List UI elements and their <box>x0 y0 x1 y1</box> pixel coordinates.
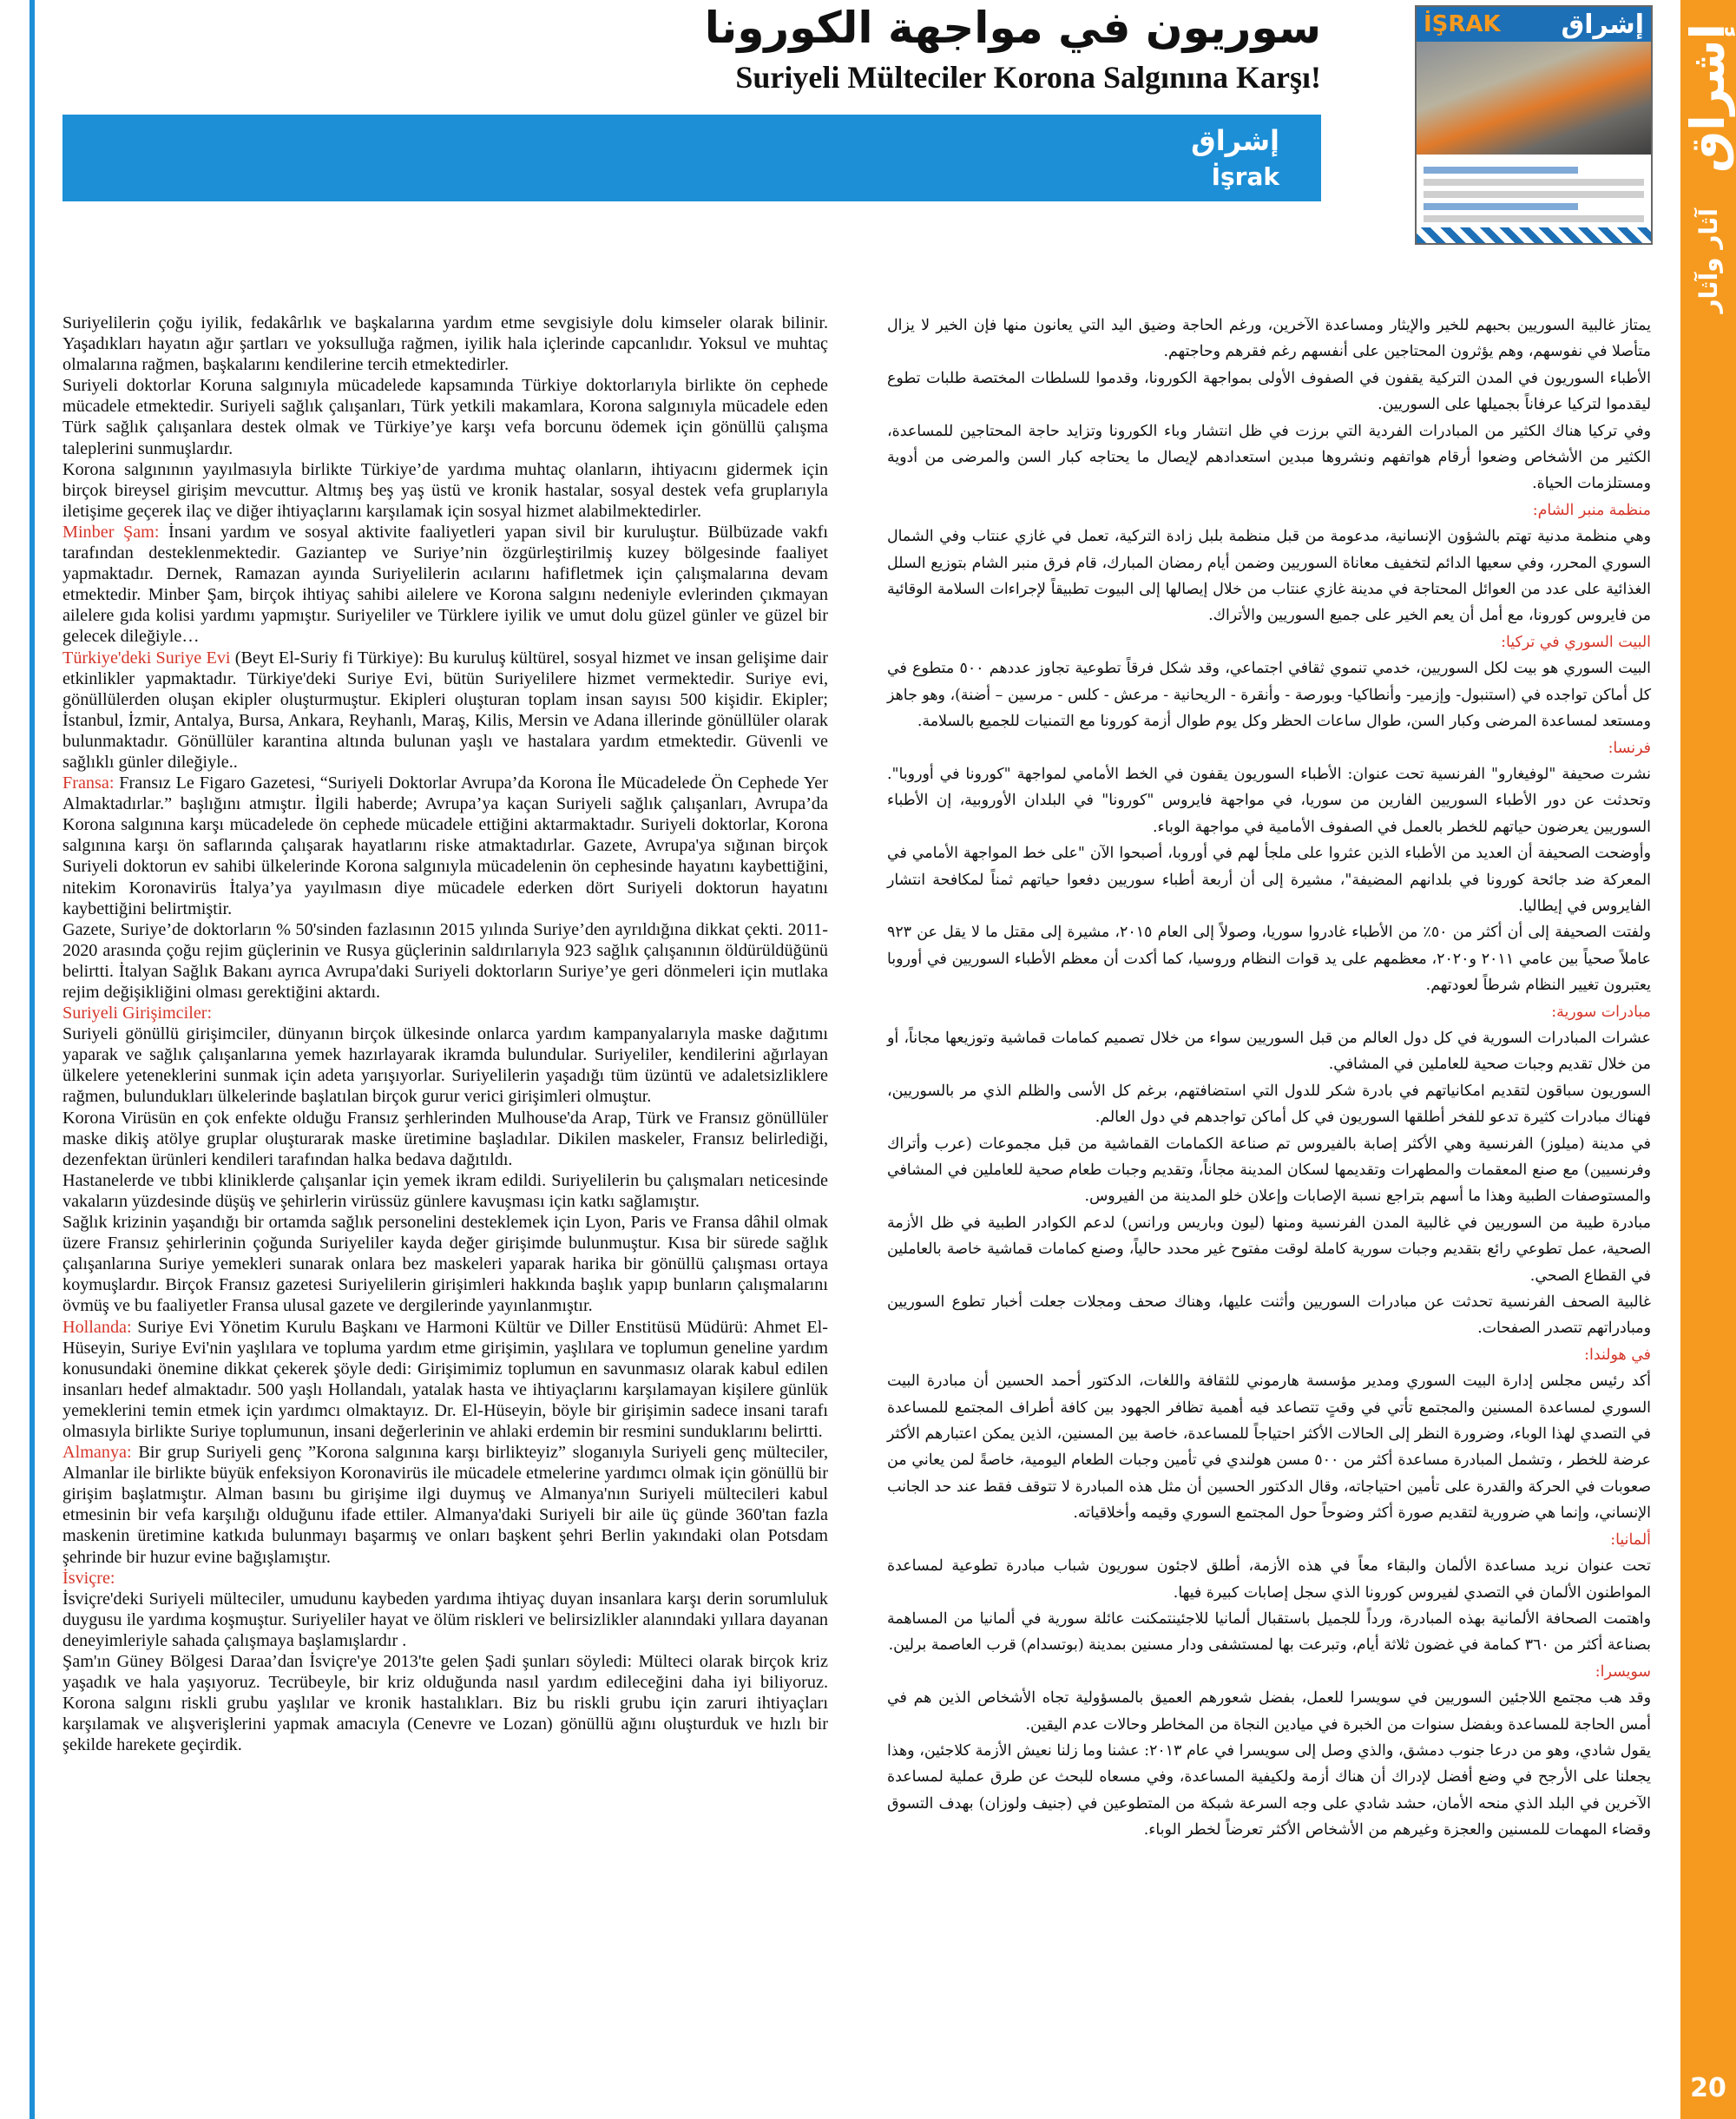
paragraph-text: Gazete, Suriye’de doktorların % 50'sinden fazlasının 2015 yılında Suriye’den ayrıldığına dikkat çekti. 2011-2020 arasında çoğu rejim güçlerinin ve Rusya güçlerinin saldırılarıyla 923 sağlık çalışanının öldürüldüğünü belirtti. İtalyan Sağlık Bakanı ayrıca Avrupa'daki Suriyeli doktorların Suriye’ye geri dönmeleri için mutlaka rejim değişikliğini olması gerektiğini aktardı. <box>62 919 828 1002</box>
paragraph-text: Fransız Le Figaro Gazetesi, “Suriyeli Doktorlar Avrupa’da Korona İle Mücadelede Ön Cephede Yer Almaktadırlar.” başlığını atmıştır. İlgili haberde; Avrupa’ya kaçan Suriyeli sağlık çalışanları, Avrupa’da Korona salgınına karşı mücadelede ön cephede mücadele ettiğini aktarmaktadır. Suriyeli doktorlar, Korona salgınına karşı ön saflarında çalışarak hayatlarını riske atmaktadırlar. Gazete, Avrupa'ya sığınan birçok Suriyeli doktorun ev sahibi ülkelerinde Korona salgınıyla mücadelenin ön cephesinde hayatını kaybettiğini, nitekim Koronavirüs İtalya’ya yayılmasın diye mücadele ederken dört Suriyeli doktorun hayatını kaybettiğini belirtmiştir. <box>62 773 828 918</box>
arabic-article-column <box>887 313 1651 1844</box>
article-paragraph <box>887 523 1651 629</box>
paragraph-text: Suriyelilerin çoğu iyilik, fedakârlık ve başkalarına yardım etme sevgisiyle dolu kimseler olarak bilinir. Yaşadıkları hayatın ağır şartları ve yoksulluğa rağmen, iyilik hala içlerinde capcanlıdır. Yoksul ve muhtaç olmalarına rağmen, başkalarını kendilerine tercih etmektedirler. <box>62 313 828 375</box>
left-accent-bar <box>30 0 35 2119</box>
cover-mast-arabic: إشراق <box>1561 9 1644 40</box>
article-paragraph <box>887 1606 1651 1659</box>
article-paragraph <box>887 1210 1651 1289</box>
article-paragraph <box>62 375 828 458</box>
article-paragraph <box>887 735 1651 761</box>
cover-photo <box>1417 42 1651 155</box>
paragraph-text: وهي منظمة مدنية تهتم بالشؤون الإنسانية، مدعومة من قبل منظمة بلبل زادة التركية، تعمل في غازي عنتاب وفي الشمال السوري المحرر، وفي سعيها الدائم لتخفيف معاناة السوريين وضمن أيام رمضان المبارك، قام فرق منبر الشام بتوزيع السلل الغذائية على عدد من العوائل المحتاجة في مدينة غازي عنتاب من خلال إيصالها إلى البيوت تطبيقاً لإجراءات السلامة الوقائية من فايروس كورونا، مع أمل أن يعم الخير على جميع السوريين والأتراك. <box>887 528 1651 625</box>
article-paragraph <box>887 1685 1651 1738</box>
article-paragraph <box>62 648 828 773</box>
paragraph-text: Sağlık krizinin yaşandığı bir ortamda sağlık personelini desteklemek için Lyon, Paris ve Fransa dâhil olmak üzere Fransız şehirlerinin çoğunda Suriyeliler kayda değer girişimde bulunmuştur. Kısa bir sürede sağlık çalışanlarına Suriye yemekleri sunarak onlara bez maskeleri yaparak harika bir gönüllü çalışması ortaya koymuşlardır. Birçok Fransız gazetesi Suriyelilerin girişimleri hakkında başlık yapıp bunların çalışmalarını övmüş ve bu faaliyetler Fransa ulusal gazete ve dergilerinde yayınlanmıştır. <box>62 1213 828 1316</box>
paragraph-text: Hastanelerde ve tıbbi kliniklerde çalışanlar için yemek ikram edildi. Suriyelilerin bu çalışmaları neticesinde vakaların yüzdesinde düşüş ve şehirlerin virüssüz günlere kavuşması için katkı sağlamıştır. <box>62 1170 828 1211</box>
paragraph-text: البيت السوري هو بيت لكل السوريين، خدمي تنموي ثقافي اجتماعي، وقد شكل فرقاً تطوعية تجاوز عددهم ٥٠٠ متطوع في كل أماكن تواجده في (استنبول- وإزمير- وأنطاكيا- وبورصة - وأنقرة - الريحانية - مرعش - كلس - مرسين – أضنة)، وهو جاهز ومستعد لمساعدة المرضى وكبار السن، طوال ساعات الحظر وكل يوم طوال أزمة كورونا مع التمنيات للجميع بالسلامة. <box>887 660 1651 731</box>
paragraph-text: عشرات المبادرات السورية في كل دول العالم من قبل السوريين سواء من خلال تصميم كمامات قماشية وتوزيعها مجاناً، أو من خلال تقديم وجبات صحية للعاملين في المشافي. <box>887 1029 1651 1074</box>
author-turkish: İşrak <box>1211 162 1279 191</box>
paragraph-text: في مدينة (ميلوز) الفرنسية وهي الأكثر إصابة بالفيروس تم صناعة الكمامات القماشية من قبل مجموعات (عرب وأتراك وفرنسيين) مع صنع المعقمات والمطهرات وتقديمها لسكان المدينة مجاناً، وتقديم وجبات طعام صحية للعاملين في المشافي والمستوصفات الطبية وهذا ما أسهم بتراجع نسبة الإصابات وإعلان خلو المدينة من الفيروس. <box>887 1135 1651 1206</box>
article-paragraph <box>62 1568 828 1589</box>
paragraph-heading: سويسرا: <box>1595 1662 1651 1681</box>
paragraph-heading: فرنسا: <box>1608 739 1651 757</box>
article-paragraph <box>887 655 1651 734</box>
paragraph-text: Suriye Evi Yönetim Kurulu Başkanı ve Harmoni Kültür ve Diller Enstitüsü Müdürü: Ahmet El-Hüseyin, Suriye Evi'nin yaşlılara ve topluma yardım etme girişimin, yaşlılara ve toplumun geneline yardım konusundaki önemine dikkat çekerek şöyle dedi: Girişimimiz toplumun en savunmasız olarak kabul edilen insanları hedef almaktadır. 500 yaşlı Hollandalı, yatalak hasta ve ihtiyaçlarını karşılamayan kişilere günlük yemeklerini temin etmek için yardımcı olmaktayız. Dr. El-Hüseyin, böyle bir girişimin sadece insani tarafı olmasıyla birlikte Suriye toplumunun, insani değerlerinin ve ahlaki erdemin bir resmini sunduklarını belirtti. <box>62 1317 828 1441</box>
paragraph-text: وقد هب مجتمع اللاجئين السوريين في سويسرا للعمل، بفضل شعورهم العميق بالمسؤولية تجاه الأشخاص الذين هم في أمس الحاجة للمساعدة وبفضل سنوات من الخبرة في ميادين النجاة من المخاطر وحالات عدم اليقين. <box>887 1689 1651 1734</box>
paragraph-text: وأوضحت الصحيفة أن العديد من الأطباء الذين عثروا على ملجأ لهم في أوروبا، أصبحوا الآن "على خط المواجهة الأمامي في المعركة ضد جائحة كورونا في بلدانهم المضيفة"، مشيرة إلى أن أربعة أطباء سوريين دفعوا حياتهم ثمناً لمكافحة انتشار الفايروس في إيطاليا. <box>887 845 1651 915</box>
article-paragraph <box>887 1025 1651 1078</box>
paragraph-text: تحت عنوان نريد مساعدة الألمان والبقاء معاً في هذه الأزمة، أطلق لاجئون سوريون شباب مبادرة تطوعية لمساعدة المواطنون الألمان في التصدي لفيروس كورونا الذي سجل إصابات كبيرة فيها. <box>887 1557 1651 1602</box>
section-label-text: آثار وآثار <box>1693 207 1723 313</box>
article-paragraph <box>887 919 1651 998</box>
paragraph-text: Şam'ın Güney Bölgesi Daraa’dan İsviçre'ye 2013'te gelen Şadi şunları söyledi: Mülteci olarak birçok kriz yaşadık ve hala yaşıyoruz. Tecrübeyle, bir kriz olduğunda nasıl yardım edileceğini daha iyi biliyoruz. Korona salgını riskli grubu yaşlılar ve kronik hastalıkları. Biz bu riskli grubu için zaruri ihtiyaçları karşılamak ve alışverişlerini yapmak amacıyla (Cenevre ve Lozan) gönüllü ağını oluşturduk ve hızlı bir şekilde harekete geçirdik. <box>62 1652 828 1755</box>
author-banner <box>62 115 1321 201</box>
paragraph-text: Suriyeli gönüllü girişimciler, dünyanın birçok ülkesinde onlarca yardım kampanyalarıyla maske dağıtımı yaparak ve sağlık çalışanlarına yemek hazırlayarak ikramda bulundular. Suriyeliler, kendilerini ağırlayan ülkelere yeteneklerini sunmak için adeta yarışıyorlar. Suriyelilerin yaşadığı tüm üzüntü ve adaletsizliklere rağmen, bulundukları ülkelerinde başlatılan birçok gurur verici girişimleri olmuştur. <box>62 1024 828 1107</box>
article-paragraph <box>887 761 1651 840</box>
article-paragraph <box>887 1659 1651 1685</box>
paragraph-text: يقول شادي، وهو من درعا جنوب دمشق، والذي وصل إلى سويسرا في عام ٢٠١٣: عشنا وما زلنا نعيش الأزمة كلاجئين، وهذا يجعلنا على الأرجح في وضع أفضل لإدراك أن هناك أزمة ولكيفية المساعدة، وفي مسعاه للبحث عن طرق عملية لمساعدة الآخرين في البلد الذي منحه الأمان، حشد شادي على وجه السرعة شبكة من المتطوعين في (جنيف ولوزان) بهدف التسوق وقضاء المهمات للمسنين والعجزة وغيرهم من الأشخاص الأكثر تعرضاً لخطر الوباء. <box>887 1741 1651 1839</box>
paragraph-text: ولفتت الصحيفة إلى أن أكثر من ٥٠٪ من الأطباء غادروا سوريا، وصولاً إلى العام ٢٠١٥، مشيرة إلى مقتل ما لا يقل عن ٩٢٣ عاملاً صحياً بين عامي ٢٠١١ و٢٠٢٠، معظمهم على يد قوات النظام وروسيا، كما أكدت أن معظم الأطباء السوريين في أوروبا يعتبرون تغيير النظام شرطاً لعودتهم. <box>887 924 1652 995</box>
paragraph-text: Bir grup Suriyeli genç ”Korona salgınına karşı birlikteyiz” sloganıyla Suriyeli genç mülteciler, Almanlar ile birlikte büyük enfeksiyon Koronavirüs ile mücadele etmelerine yardımcı olmak için gönüllü bir girişim başlatmıştır. Alman basını bu girişime ilgi duymuş ve Almanya'nın Suriyeli mültecileri kabul etmesinin bir vefa karşılığı olduğunu ifade ettiler. Almanya'daki Suriyeli bir aile üç günde 360'tan fazla maskenin üretimine katkıda bulunmayı başarmış ve onları başkent şehri Berlin yakındaki olan Potsdam şehrinde bir huzur evine bağışlamıştır. <box>62 1443 828 1567</box>
article-paragraph <box>62 1170 828 1212</box>
magazine-cover-thumbnail <box>1415 5 1653 245</box>
paragraph-text: Korona salgınının yayılmasıyla birlikte Türkiye’de yardıma muhtaç olanların, ihtiyacını gidermek için birçok bireysel girişim mevcuttur. Altmış beş yaş üstü ve kronik hastalar, sosyal destek vefa gruplarıyla iletişime geçerek ilaç ve diğer ihtiyaçlarını karşılamak için sosyal hizmet alabilmektedirler. <box>62 459 828 521</box>
article-title-arabic: سوريون في مواجهة الكورونا <box>704 3 1321 53</box>
paragraph-text: وفي تركيا هناك الكثير من المبادرات الفردية التي برزت في ظل انتشار وباء الكورونا وتزايد حاجة المحتاجين للمساعدة، الكثير من الأشخاص وضعوا أرقام هواتفهم ونشروها مبدين استعدادهم لإيصال ما يحتاجه كبار السن والمرضى من أدوية ومستلزمات الحياة. <box>887 422 1651 493</box>
article-paragraph <box>62 1442 828 1568</box>
article-paragraph <box>887 1527 1651 1553</box>
article-paragraph <box>62 919 828 1003</box>
paragraph-text: الأطباء السوريون في المدن التركية يقفون في الصفوف الأولى بمواجهة الكورونا، وقدموا للسلطات المختصة طلبات تطوع ليقدموا لتركيا عرفاناً بجميلها على السوريين. <box>887 369 1651 414</box>
article-paragraph <box>62 459 828 522</box>
article-paragraph <box>887 999 1651 1025</box>
paragraph-heading: مبادرات سورية: <box>1551 1003 1651 1021</box>
paragraph-text: Suriyeli doktorlar Koruna salgınıyla mücadelede kapsamında Türkiye doktorlarıyla birlikte ön cephede mücadele etmektedir. Suriyeli sağlık çalışanları, Türk yetkili makamlara, Korona salgınıyla mücadele eden Türk sağlık çalışanlara destek olmak ve Türkiye’ye karşı vefa borcunu ödemek için gönüllü çalışma taleplerini sunmuşlardır. <box>62 376 828 458</box>
article-paragraph <box>887 1131 1651 1210</box>
paragraph-text: يمتاز غالبية السوريين بحبهم للخير والإيثار ومساعدة الآخرين، ورغم الحاجة وضيق اليد التي يعانون منها فإن الخير لا يزال متأصلا في نفوسهم، وهم يؤثرون المحتاجين على أنفسهم رغم فقرهم وحاجتهم. <box>887 317 1651 361</box>
side-logo-text: إشراق <box>1680 23 1735 173</box>
article-paragraph <box>887 1368 1651 1526</box>
paragraph-heading: İsviçre: <box>62 1568 115 1588</box>
article-paragraph <box>62 1108 828 1170</box>
paragraph-text: أكد رئيس مجلس إدارة البيت السوري ومدير مؤسسة هارموني للثقافة واللغات، الدكتور أحمد الحسين أن مبادرة البيت السوري لمساعدة المسنين والمجتمع تأتي في وقتٍ تتصاعد فيه أهمية تظافر الجهود بين كافة أطراف المجتمع للمساعدة في التصدي لهذا الوباء، وضرورة النظر إلى الحالات الأكثر احتياجاً للمساعدة، خاصة بين المسنين، الذين يمكن اعتبارهم الأكثر عرضة للخطر ، وتشمل المبادرة مساعدة أكثر من ٥٠٠ مسن هولندي في تأمين وجبات الطعام اليومية، خاصةً لمن يعاني من صعوبات في الحركة والقدرة على تأمين احتياجاته، وقال الدكتور الحسين أن مثل هذه المبادرة لا تتوقف فقط عند حد الجانب الإنساني، وإنما هي ضرورية لتقديم صورة أكثر وضوحاً حول المجتمع السوري وقيمه وأخلاقياته. <box>887 1372 1651 1523</box>
paragraph-heading: Türkiye'deki Suriye Evi <box>62 648 231 668</box>
article-title-turkish: Suriyeli Mülteciler Korona Salgınına Karşı! <box>735 60 1321 95</box>
turkish-article-column <box>62 313 828 1755</box>
article-paragraph <box>62 773 828 919</box>
article-paragraph <box>887 313 1651 365</box>
author-arabic: إشراق <box>1191 124 1279 157</box>
section-label <box>1680 195 1736 326</box>
article-paragraph <box>887 840 1651 919</box>
article-paragraph <box>62 1023 828 1107</box>
paragraph-text: غالبية الصحف الفرنسية تحدثت عن مبادرات السوريين وأثنت عليها، وهناك صحف ومجلات جعلت أخبار تطوع السوريين ومبادراتهم تتصدر الصفحات. <box>887 1293 1651 1338</box>
article-paragraph <box>887 1553 1651 1606</box>
paragraph-heading: Suriyeli Girişimciler: <box>62 1004 213 1023</box>
paragraph-text: واهتمت الصحافة الألمانية بهذه المبادرة، ورداً للجميل باستقبال ألمانيا للاجئينتمكنت عائلة سورية في ألمانيا من المساهمة بصناعة أكثر من ٣٦٠ كمامة في غضون ثلاثة أيام، وتبرعت بها لمستشفى ودار مسنين بمدينة (بوتسدام) قرب العاصمة برلين. <box>887 1609 1651 1655</box>
paragraph-heading: Almanya: <box>62 1443 132 1463</box>
magazine-side-logo <box>1680 0 1736 195</box>
article-paragraph <box>887 1342 1651 1368</box>
article-paragraph <box>887 1738 1651 1844</box>
article-paragraph <box>62 522 828 648</box>
article-paragraph <box>62 1589 828 1651</box>
article-paragraph <box>887 418 1651 497</box>
article-paragraph <box>887 1078 1651 1131</box>
paragraph-heading: منظمة منبر الشام: <box>1532 501 1651 519</box>
paragraph-text: مبادرة طيبة من السوريين في غالبية المدن الفرنسية ومنها (ليون وباريس ورانس) لدعم الكوادر الطبية في ظل الأزمة الصحية، عمل تطوعي رائع بتقديم وجبات سورية كاملة لوقت مفتوح غير محدد حالياً، وصنع كمامات قماشية خاصة بالعاملين في القطاع الصحي. <box>887 1214 1651 1285</box>
article-paragraph <box>62 1651 828 1755</box>
paragraph-text: İnsani yardım ve sosyal aktivite faaliyetleri yapan sivil bir kuruluştur. Bülbüzade vakfı tarafından desteklenmektedir. Gaziantep ve Suriye’nin özgürleştirilmiş kuzey bölgesinde faaliyet yapmaktadır. Dernek, Ramazan ayında Suriyelilerin acılarını hafifletmek için çalışmalarına devam etmektedir. Minber Şam, birçok ihtiyaç sahibi ailelere ve Korona salgını nedeniyle evlerinden çıkmayan ailelere gıda kolisi yardımı yapmıştır. Suriyeliler ve Türklere iyilik ve umut dolu güzel günler ve güzel bir gelecek dileğiyle… <box>62 522 828 647</box>
article-paragraph <box>62 1003 828 1023</box>
cover-masthead <box>1417 7 1651 42</box>
paragraph-text: İsviçre'deki Suriyeli mülteciler, umudunu kaybeden yardıma ihtiyaç duyan insanlara karşı derin sorumluluk duygusu ile yardıma koşmuştur. Suriyeliler hayat ve ölüm riskleri ve belirsizlikler alanındaki yıllara dayanan deneyimleriyle sahada çalışmaya başlamışlardır . <box>62 1589 828 1650</box>
article-paragraph <box>887 1289 1651 1342</box>
paragraph-heading: ألمانيا: <box>1610 1530 1651 1549</box>
article-paragraph <box>887 365 1651 418</box>
paragraph-heading: Hollanda: <box>62 1317 132 1337</box>
paragraph-heading: Minber Şam: <box>62 522 160 542</box>
article-paragraph <box>62 1317 828 1443</box>
paragraph-text: السوريون سباقون لتقديم امكانياتهم في بادرة شكر للدول التي استضافتهم، برغم كل الأسى والظلم الذي مر بالسوريين، فهناك مبادرات كثيرة تدعو للفخر أطلقها السوريون في كل أماكن تواجدهم في دول العالم. <box>887 1082 1651 1127</box>
article-paragraph <box>62 313 828 375</box>
page-number: 20 <box>1690 2073 1726 2103</box>
cover-hatch-stripe <box>1417 227 1651 243</box>
paragraph-heading: Fransa: <box>62 773 115 793</box>
paragraph-heading: في هولندا: <box>1584 1346 1651 1364</box>
cover-mast-latin: İŞRAK <box>1424 11 1501 37</box>
paragraph-text: نشرت صحيفة "لوفيغارو" الفرنسية تحت عنوان: الأطباء السوريون يقفون في الخط الأمامي لمواجهة "كورونا في أوروبا". وتحدثت عن دور الأطباء السوريين الفارين من سوريا، في مواجهة فايروس "كورونا" في البلدان الأوروبية، إن الأطباء السوريين يعرضون حياتهم للخطر بالعمل في الصفوف الأمامية في مواجهة الوباء. <box>887 765 1651 836</box>
paragraph-text: (Beyt El-Suriy fi Türkiye): Bu kuruluş kültürel, sosyal hizmet ve insan gelişime dair etkinlikler yapmaktadır. Türkiye'deki Suriye Evi, bütün Suriyelilere hizmet vermektedir. Suriye evi, gönüllülerden oluşan ekipler oluşturmuştur. Ekipleri oluşturan toplam insan sayısı 500 kişidir. Ekipler; İstanbul, İzmir, Antalya, Bursa, Ankara, Reyhanlı, Maraş, Kilis, Mersin ve Adana illerinde gönüllüler olarak bulunmaktadır. Gönüllüler karantina altında bulunan yaşlı ve hastalara yardım etmektedir. Güvenli ve sağlıklı günler dileğiyle.. <box>62 648 828 772</box>
paragraph-heading: البيت السوري في تركيا: <box>1501 633 1651 651</box>
paragraph-text: Korona Virüsün en çok enfekte olduğu Fransız şerhlerinden Mulhouse'da Arap, Türk ve Fransız gönüllüler maske dikiş atölye gruplar oluşturarak maske üretimine başladılar. Dikilen maskeler, Fransız belirlediği, dezenfektan ürünleri kendileri tarafından halka bedava dağıtıldı. <box>62 1108 828 1169</box>
article-paragraph <box>62 1212 828 1316</box>
article-paragraph <box>887 497 1651 523</box>
article-paragraph <box>887 629 1651 655</box>
